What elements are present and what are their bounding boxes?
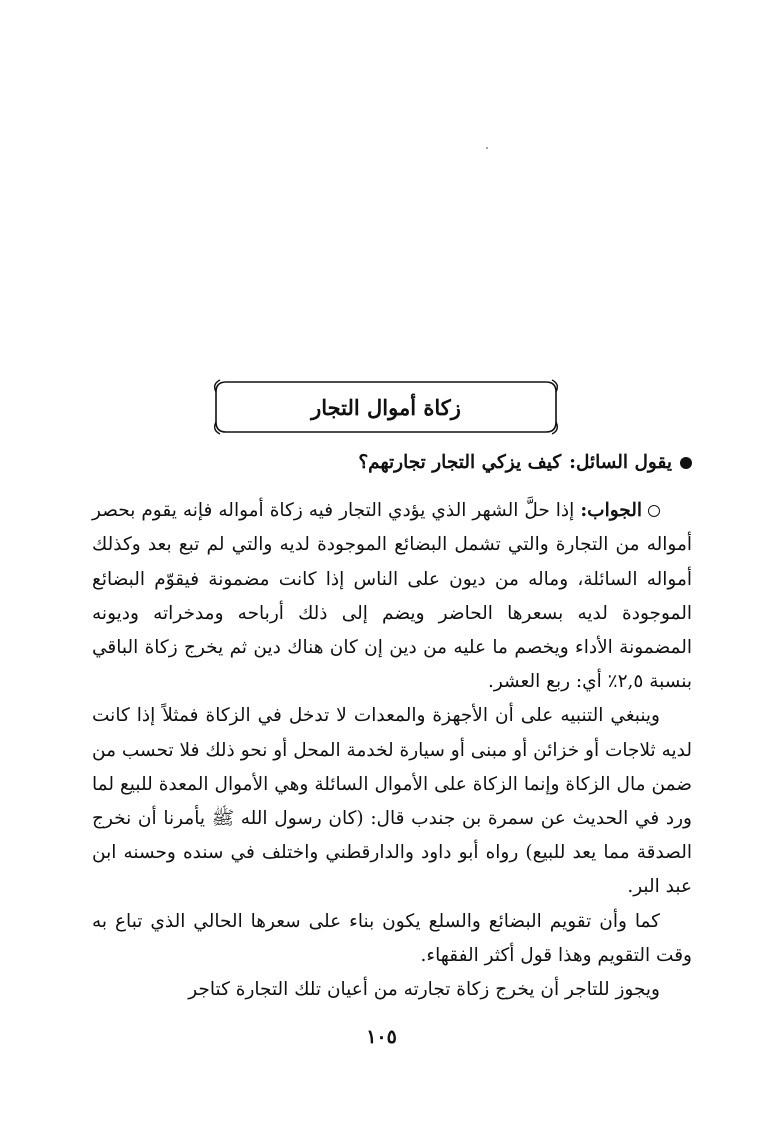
page-number: ١٠٥ [366, 1026, 397, 1048]
paragraph-valuation: كما وأن تقويم البضائع والسلع يكون بناء على سعرها الحالي الذي تباع به وقت التقويم وهذا قول أكثر الفقهاء. [92, 910, 692, 966]
question-text: كيف يزكي التجار تجارتهم؟ [358, 452, 562, 473]
question-line [92, 446, 692, 480]
section-title: زكاة أموال التجار [311, 394, 461, 420]
circle-marker-icon [648, 505, 660, 517]
section-title-frame [212, 378, 560, 436]
answer-label: الجواب: [580, 500, 642, 522]
answer-paragraph [92, 494, 692, 699]
answer-text: إذا حلَّ الشهر الذي يؤدي التجار فيه زكاة أمواله فإنه يقوم بحصر أمواله من التجارة والتي تشمل البضائع الموجودة لديه والتي لم تبع بعد وكذلك أمواله السائلة، وماله من ديون على الناس إذا كانت مضمونة فيقوّم البضائع الموجودة لديه بسعرها الحاضر ويضم إلى ذلك أرباحه ومدخراته وديونه المضمونة الأداء ويخصم ما عليه من دين إن كان هناك دين ثم يخرج زكاة الباقي بنسبة ٢,٥٪ أي: ربع العشر. [92, 500, 692, 693]
question-label: يقول السائل: [569, 452, 672, 473]
bullet-icon [680, 457, 692, 469]
scan-speck [486, 147, 488, 149]
paragraph-equipment: وينبغي التنبيه على أن الأجهزة والمعدات لا تدخل في الزكاة فمثلاً إذا كانت لديه ثلاجات أو خزائن أو مبنى أو سيارة لخدمة المحل أو نحو ذلك فلا تحسب من ضمن مال الزكاة وإنما الزكاة على الأموال السائلة وهي الأموال المعدة للبيع لما ورد في الحديث عن سمرة بن جندب قال: (كان رسول الله ﷺ يأمرنا أن نخرج الصدقة مما يعد للبيع) رواه أبو داود والدارقطني واختلف في سنده وحسنه ابن عبد البر. [92, 705, 692, 898]
page-content [92, 446, 692, 1007]
paragraph-in-kind: ويجوز للتاجر أن يخرج زكاة تجارته من أعيان تلك التجارة كتاجر [188, 979, 660, 1001]
